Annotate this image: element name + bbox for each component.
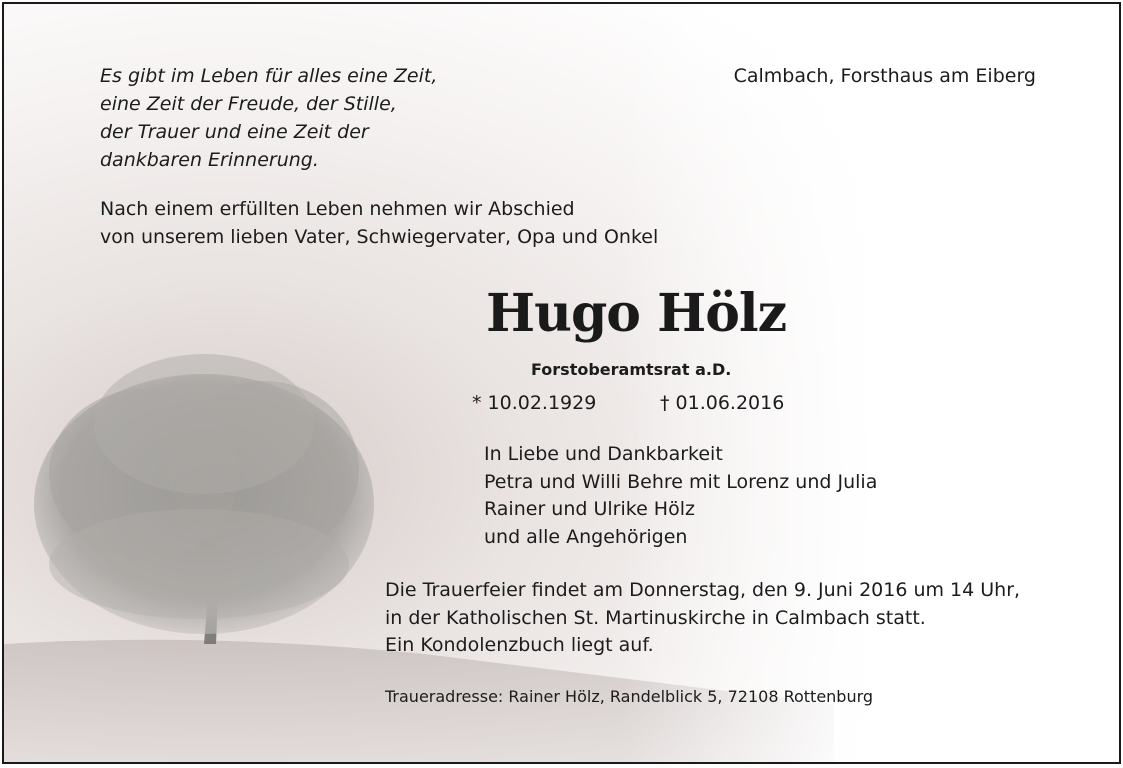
- birth-date: * 10.02.1929: [472, 392, 597, 414]
- intro-line: von unserem lieben Vater, Schwiegervater, Opa und Onkel: [100, 226, 659, 248]
- intro-line: Nach einem erfüllten Leben nehmen wir Abschied: [100, 198, 575, 220]
- family-line: In Liebe und Dankbarkeit: [484, 443, 723, 465]
- poem-line: der Trauer und eine Zeit der: [100, 121, 369, 143]
- poem-line: Es gibt im Leben für alles eine Zeit,: [100, 65, 438, 87]
- ceremony-line: in der Katholischen St. Martinuskirche in Calmbach statt.: [385, 606, 926, 629]
- family-line: und alle Angehörigen: [484, 525, 688, 548]
- family-list: [484, 441, 877, 551]
- ceremony-line: Ein Kondolenzbuch liegt auf.: [385, 634, 654, 656]
- poem-line: eine Zeit der Freude, der Stille,: [100, 93, 397, 115]
- obituary-card: [2, 2, 1121, 764]
- family-line: Rainer und Ulrike Hölz: [484, 498, 695, 520]
- ceremony-line: Die Trauerfeier findet am Donnerstag, den 9. Juni 2016 um 14 Uhr,: [385, 579, 1021, 601]
- ceremony-info: [385, 577, 1020, 660]
- poem-line: dankbaren Erinnerung.: [100, 149, 319, 171]
- family-line: Petra und Willi Behre mit Lorenz und Julia: [484, 470, 878, 493]
- mourning-address: Traueradresse: Rainer Hölz, Randelblick 5, 72108 Rottenburg: [385, 687, 874, 706]
- intro-text: [100, 195, 658, 251]
- place: Calmbach, Forsthaus am Eiberg: [733, 65, 1036, 87]
- poem: [100, 62, 437, 174]
- deceased-name: Hugo Hölz: [486, 283, 787, 344]
- deceased-title: Forstoberamtsrat a.D.: [531, 360, 732, 379]
- death-date: † 01.06.2016: [660, 392, 785, 414]
